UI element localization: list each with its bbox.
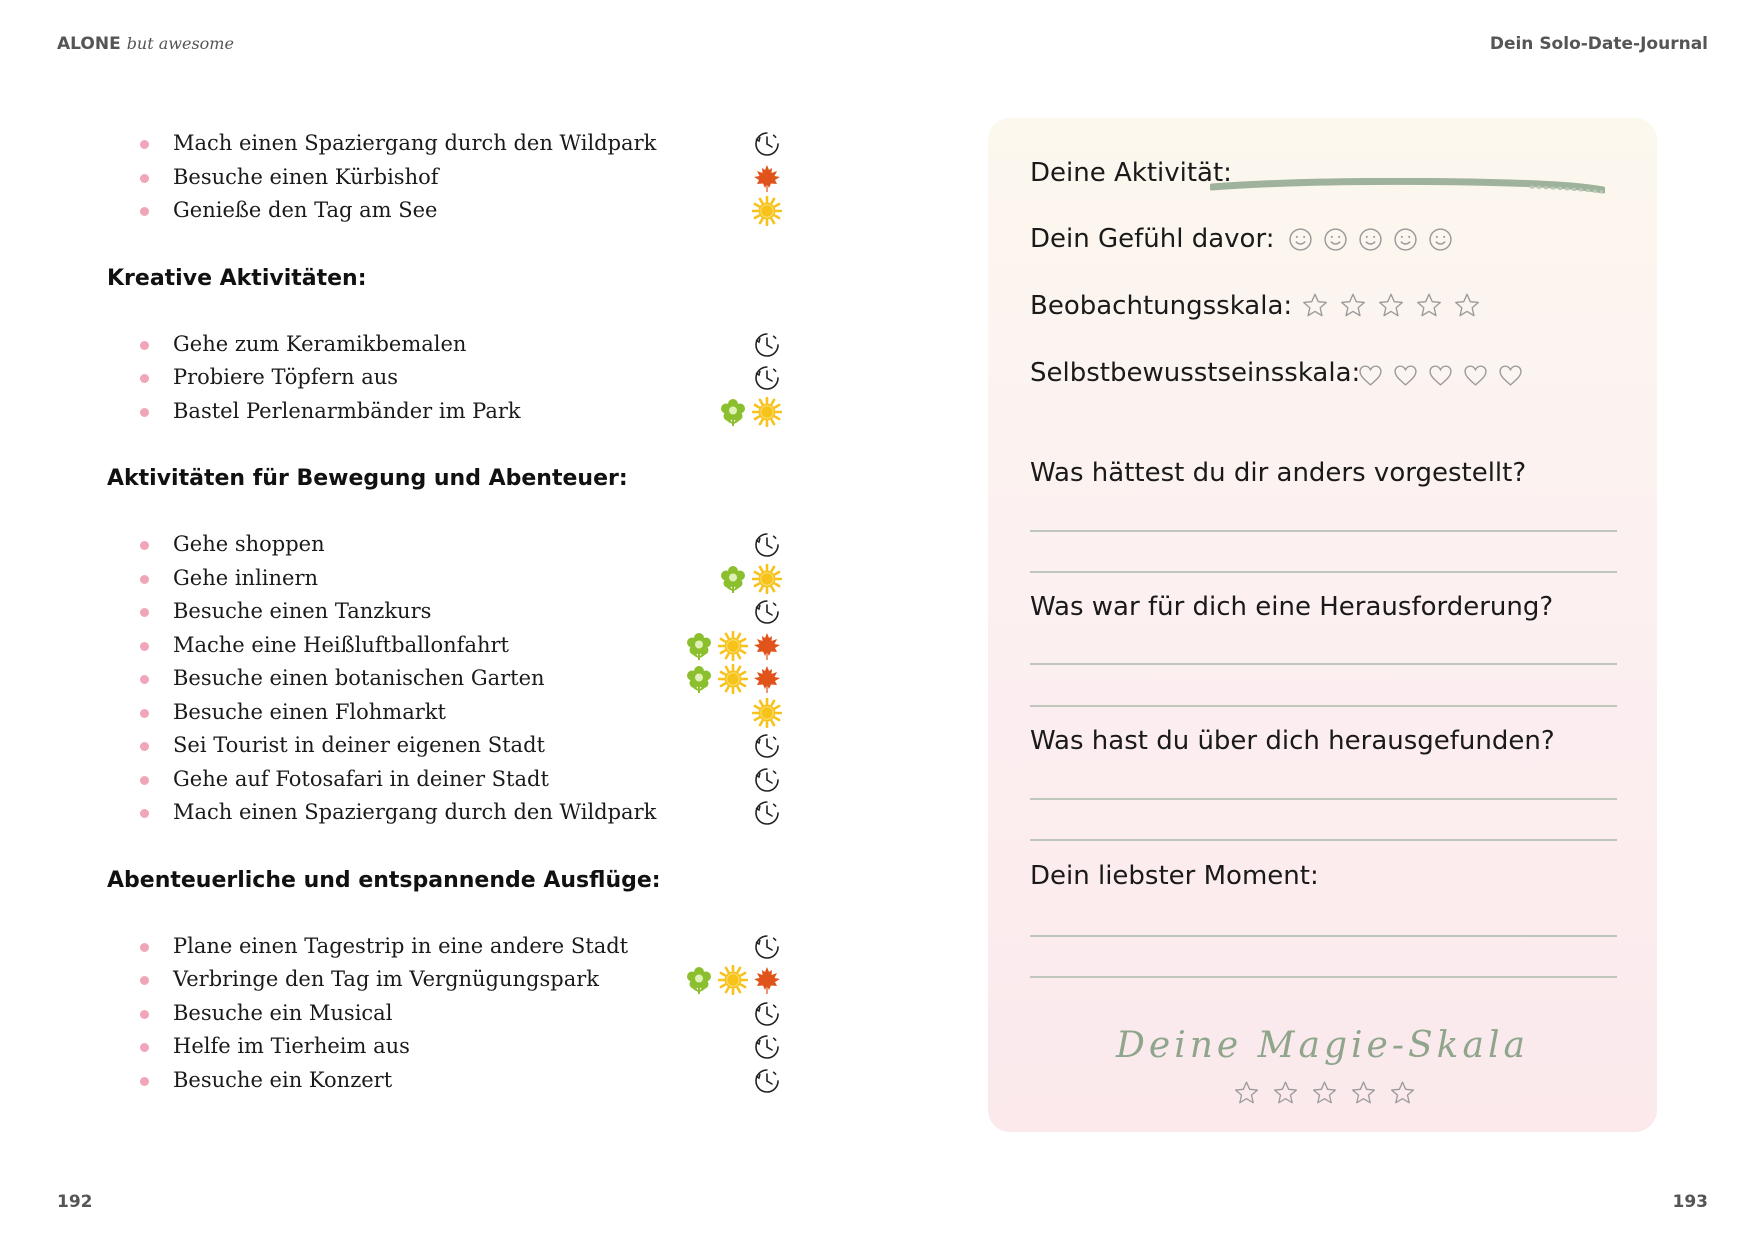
feeling-scale[interactable]	[1288, 227, 1453, 252]
list-item	[107, 729, 782, 763]
list-item-text: Besuche einen botanischen Garten	[173, 666, 545, 690]
clock-icon	[752, 765, 782, 795]
star-icon[interactable]	[1311, 1080, 1338, 1106]
season-icons	[752, 363, 782, 393]
clock-icon	[752, 597, 782, 627]
sun-icon	[752, 564, 782, 594]
bullet-dot	[140, 174, 149, 183]
smiley-icon[interactable]	[1358, 227, 1383, 252]
season-icons	[752, 163, 782, 193]
observation-scale[interactable]	[1301, 292, 1481, 319]
list-item-text: Mach einen Spaziergang durch den Wildpark	[173, 131, 657, 155]
season-icons	[684, 965, 782, 995]
list-item	[107, 1064, 782, 1098]
brand-bold: ALONE	[57, 34, 121, 54]
list-item	[107, 328, 782, 362]
bullet-dot	[140, 374, 149, 383]
season-icons	[752, 1032, 782, 1062]
question-different: Was hättest du dir anders vorgestellt?	[1030, 458, 1527, 488]
bullet-dot	[140, 675, 149, 684]
list-item-text: Mache eine Heißluftballonfahrt	[173, 632, 509, 657]
autumn-leaf-icon	[752, 664, 782, 694]
list-item-text: Besuche einen Tanzkurs	[173, 599, 432, 623]
autumn-leaf-icon	[752, 631, 782, 661]
list-item	[107, 796, 782, 830]
page-number-left: 192	[57, 1192, 93, 1212]
bullet-dot	[140, 608, 149, 617]
heart-icon[interactable]	[1428, 364, 1453, 387]
page-number-right: 193	[1672, 1192, 1708, 1212]
bullet-dot	[140, 408, 149, 417]
section-heading: Abenteuerliche und entspannende Ausflüge:	[107, 867, 661, 893]
bullet-dot	[140, 140, 149, 149]
journal-title: Dein Solo-Date-Journal	[1489, 34, 1708, 54]
season-icons	[718, 564, 782, 594]
writing-line[interactable]	[1030, 530, 1617, 532]
clock-icon	[752, 330, 782, 360]
confidence-label: Selbstbewusstseinsskala:	[1030, 358, 1361, 388]
brush-stroke	[1210, 178, 1605, 194]
autumn-leaf-icon	[752, 965, 782, 995]
list-item	[107, 963, 782, 997]
sun-icon	[718, 965, 748, 995]
season-icons	[752, 765, 782, 795]
list-item-text: Gehe zum Keramikbemalen	[173, 331, 467, 356]
star-icon[interactable]	[1339, 292, 1367, 319]
bullet-dot	[140, 742, 149, 751]
list-item-text: Plane einen Tagestrip in eine andere Stadt	[173, 933, 629, 958]
bullet-dot	[140, 541, 149, 550]
season-icons	[752, 196, 782, 226]
season-icons	[752, 999, 782, 1029]
list-item-text: Helfe im Tierheim aus	[173, 1034, 410, 1058]
list-item	[107, 161, 782, 195]
magic-scale-title: Deine Magie-Skala	[1116, 1025, 1529, 1066]
bullet-dot	[140, 709, 149, 718]
star-icon[interactable]	[1272, 1080, 1299, 1106]
season-icons	[752, 932, 782, 962]
list-item-text: Probiere Töpfern aus	[173, 365, 399, 389]
smiley-icon[interactable]	[1288, 227, 1313, 252]
section-heading: Kreative Aktivitäten:	[107, 265, 367, 291]
bullet-dot	[140, 1077, 149, 1086]
bullet-dot	[140, 809, 149, 818]
clock-icon	[752, 1032, 782, 1062]
writing-line[interactable]	[1030, 571, 1617, 573]
list-item	[107, 930, 782, 964]
bullet-dot	[140, 943, 149, 952]
season-icons	[684, 664, 782, 694]
bullet-dot	[140, 207, 149, 216]
brand-logo	[57, 34, 234, 54]
sun-icon	[752, 397, 782, 427]
bullet-dot	[140, 776, 149, 785]
list-item	[107, 1030, 782, 1064]
list-item	[107, 662, 782, 696]
autumn-leaf-icon	[752, 163, 782, 193]
list-item-text: Besuche einen Flohmarkt	[173, 699, 446, 724]
clock-icon	[752, 731, 782, 761]
sun-icon	[718, 631, 748, 661]
list-item-text: Bastel Perlenarmbänder im Park	[173, 398, 521, 423]
season-icons	[684, 631, 782, 661]
writing-line[interactable]	[1030, 976, 1617, 978]
list-item	[107, 997, 782, 1031]
list-item	[107, 696, 782, 730]
season-icons	[752, 698, 782, 728]
journal-card	[988, 118, 1657, 1132]
list-item	[107, 194, 782, 228]
star-icon[interactable]	[1389, 1080, 1416, 1106]
bullet-dot	[140, 341, 149, 350]
season-icons	[752, 129, 782, 159]
question-favorite: Dein liebster Moment:	[1030, 861, 1319, 891]
smiley-icon[interactable]	[1393, 227, 1418, 252]
writing-line[interactable]	[1030, 705, 1617, 707]
season-icons	[752, 731, 782, 761]
season-icons	[752, 798, 782, 828]
list-item-text: Sei Tourist in deiner eigenen Stadt	[173, 733, 545, 757]
smiley-icon[interactable]	[1323, 227, 1348, 252]
writing-line[interactable]	[1030, 798, 1617, 800]
list-item	[107, 595, 782, 629]
activity-label: Deine Aktivität:	[1030, 158, 1232, 188]
list-item	[107, 528, 782, 562]
writing-line[interactable]	[1030, 935, 1617, 937]
star-icon[interactable]	[1453, 292, 1481, 319]
list-item	[107, 361, 782, 395]
star-icon[interactable]	[1350, 1080, 1377, 1106]
sun-icon	[752, 196, 782, 226]
flower-icon	[718, 564, 748, 594]
list-item-text: Verbringe den Tag im Vergnügungspark	[173, 967, 599, 991]
season-icons	[718, 397, 782, 427]
question-learned: Was hast du über dich herausgefunden?	[1030, 726, 1555, 756]
list-item-text: Besuche ein Musical	[173, 1000, 393, 1025]
list-item	[107, 629, 782, 663]
activity-list	[107, 127, 782, 1097]
sun-icon	[752, 698, 782, 728]
list-item	[107, 395, 782, 429]
season-icons	[752, 530, 782, 560]
bullet-dot	[140, 1010, 149, 1019]
season-icons	[752, 597, 782, 627]
list-item	[107, 562, 782, 596]
bullet-dot	[140, 642, 149, 651]
smiley-icon[interactable]	[1428, 227, 1453, 252]
list-item-text: Besuche ein Konzert	[173, 1067, 393, 1092]
heart-icon[interactable]	[1393, 364, 1418, 387]
bullet-dot	[140, 575, 149, 584]
clock-icon	[752, 129, 782, 159]
section-heading: Aktivitäten für Bewegung und Abenteuer:	[107, 466, 628, 491]
clock-icon	[752, 1066, 782, 1096]
list-item-text: Gehe auf Fotosafari in deiner Stadt	[173, 766, 549, 791]
clock-icon	[752, 999, 782, 1029]
clock-icon	[752, 530, 782, 560]
sun-icon	[718, 664, 748, 694]
clock-icon	[752, 932, 782, 962]
clock-icon	[752, 363, 782, 393]
list-item-text: Mach einen Spaziergang durch den Wildpark	[173, 800, 657, 824]
list-item-text: Besuche einen Kürbishof	[173, 164, 439, 189]
flower-icon	[684, 664, 714, 694]
writing-line[interactable]	[1030, 839, 1617, 841]
star-icon[interactable]	[1415, 292, 1443, 319]
star-icon[interactable]	[1301, 292, 1329, 319]
clock-icon	[752, 798, 782, 828]
flower-icon	[684, 965, 714, 995]
star-icon[interactable]	[1377, 292, 1405, 319]
bullet-dot	[140, 1043, 149, 1052]
brand-script: but awesome	[126, 34, 234, 53]
flower-icon	[718, 397, 748, 427]
question-challenge: Was war für dich eine Herausforderung?	[1030, 592, 1554, 622]
list-item-text: Gehe shoppen	[173, 532, 325, 556]
season-icons	[752, 330, 782, 360]
writing-line[interactable]	[1030, 663, 1617, 665]
heart-icon[interactable]	[1498, 364, 1523, 387]
list-item	[107, 127, 782, 161]
observation-label: Beobachtungsskala:	[1030, 291, 1293, 321]
star-icon[interactable]	[1233, 1080, 1260, 1106]
flower-icon	[684, 631, 714, 661]
bullet-dot	[140, 976, 149, 985]
heart-icon[interactable]	[1463, 364, 1488, 387]
heart-icon[interactable]	[1358, 364, 1383, 387]
list-item	[107, 763, 782, 797]
list-item-text: Genieße den Tag am See	[173, 198, 438, 222]
season-icons	[752, 1066, 782, 1096]
list-item-text: Gehe inlinern	[173, 565, 319, 590]
confidence-scale[interactable]	[1358, 364, 1523, 387]
magic-scale[interactable]	[1233, 1080, 1416, 1106]
feeling-label: Dein Gefühl davor:	[1030, 224, 1275, 254]
